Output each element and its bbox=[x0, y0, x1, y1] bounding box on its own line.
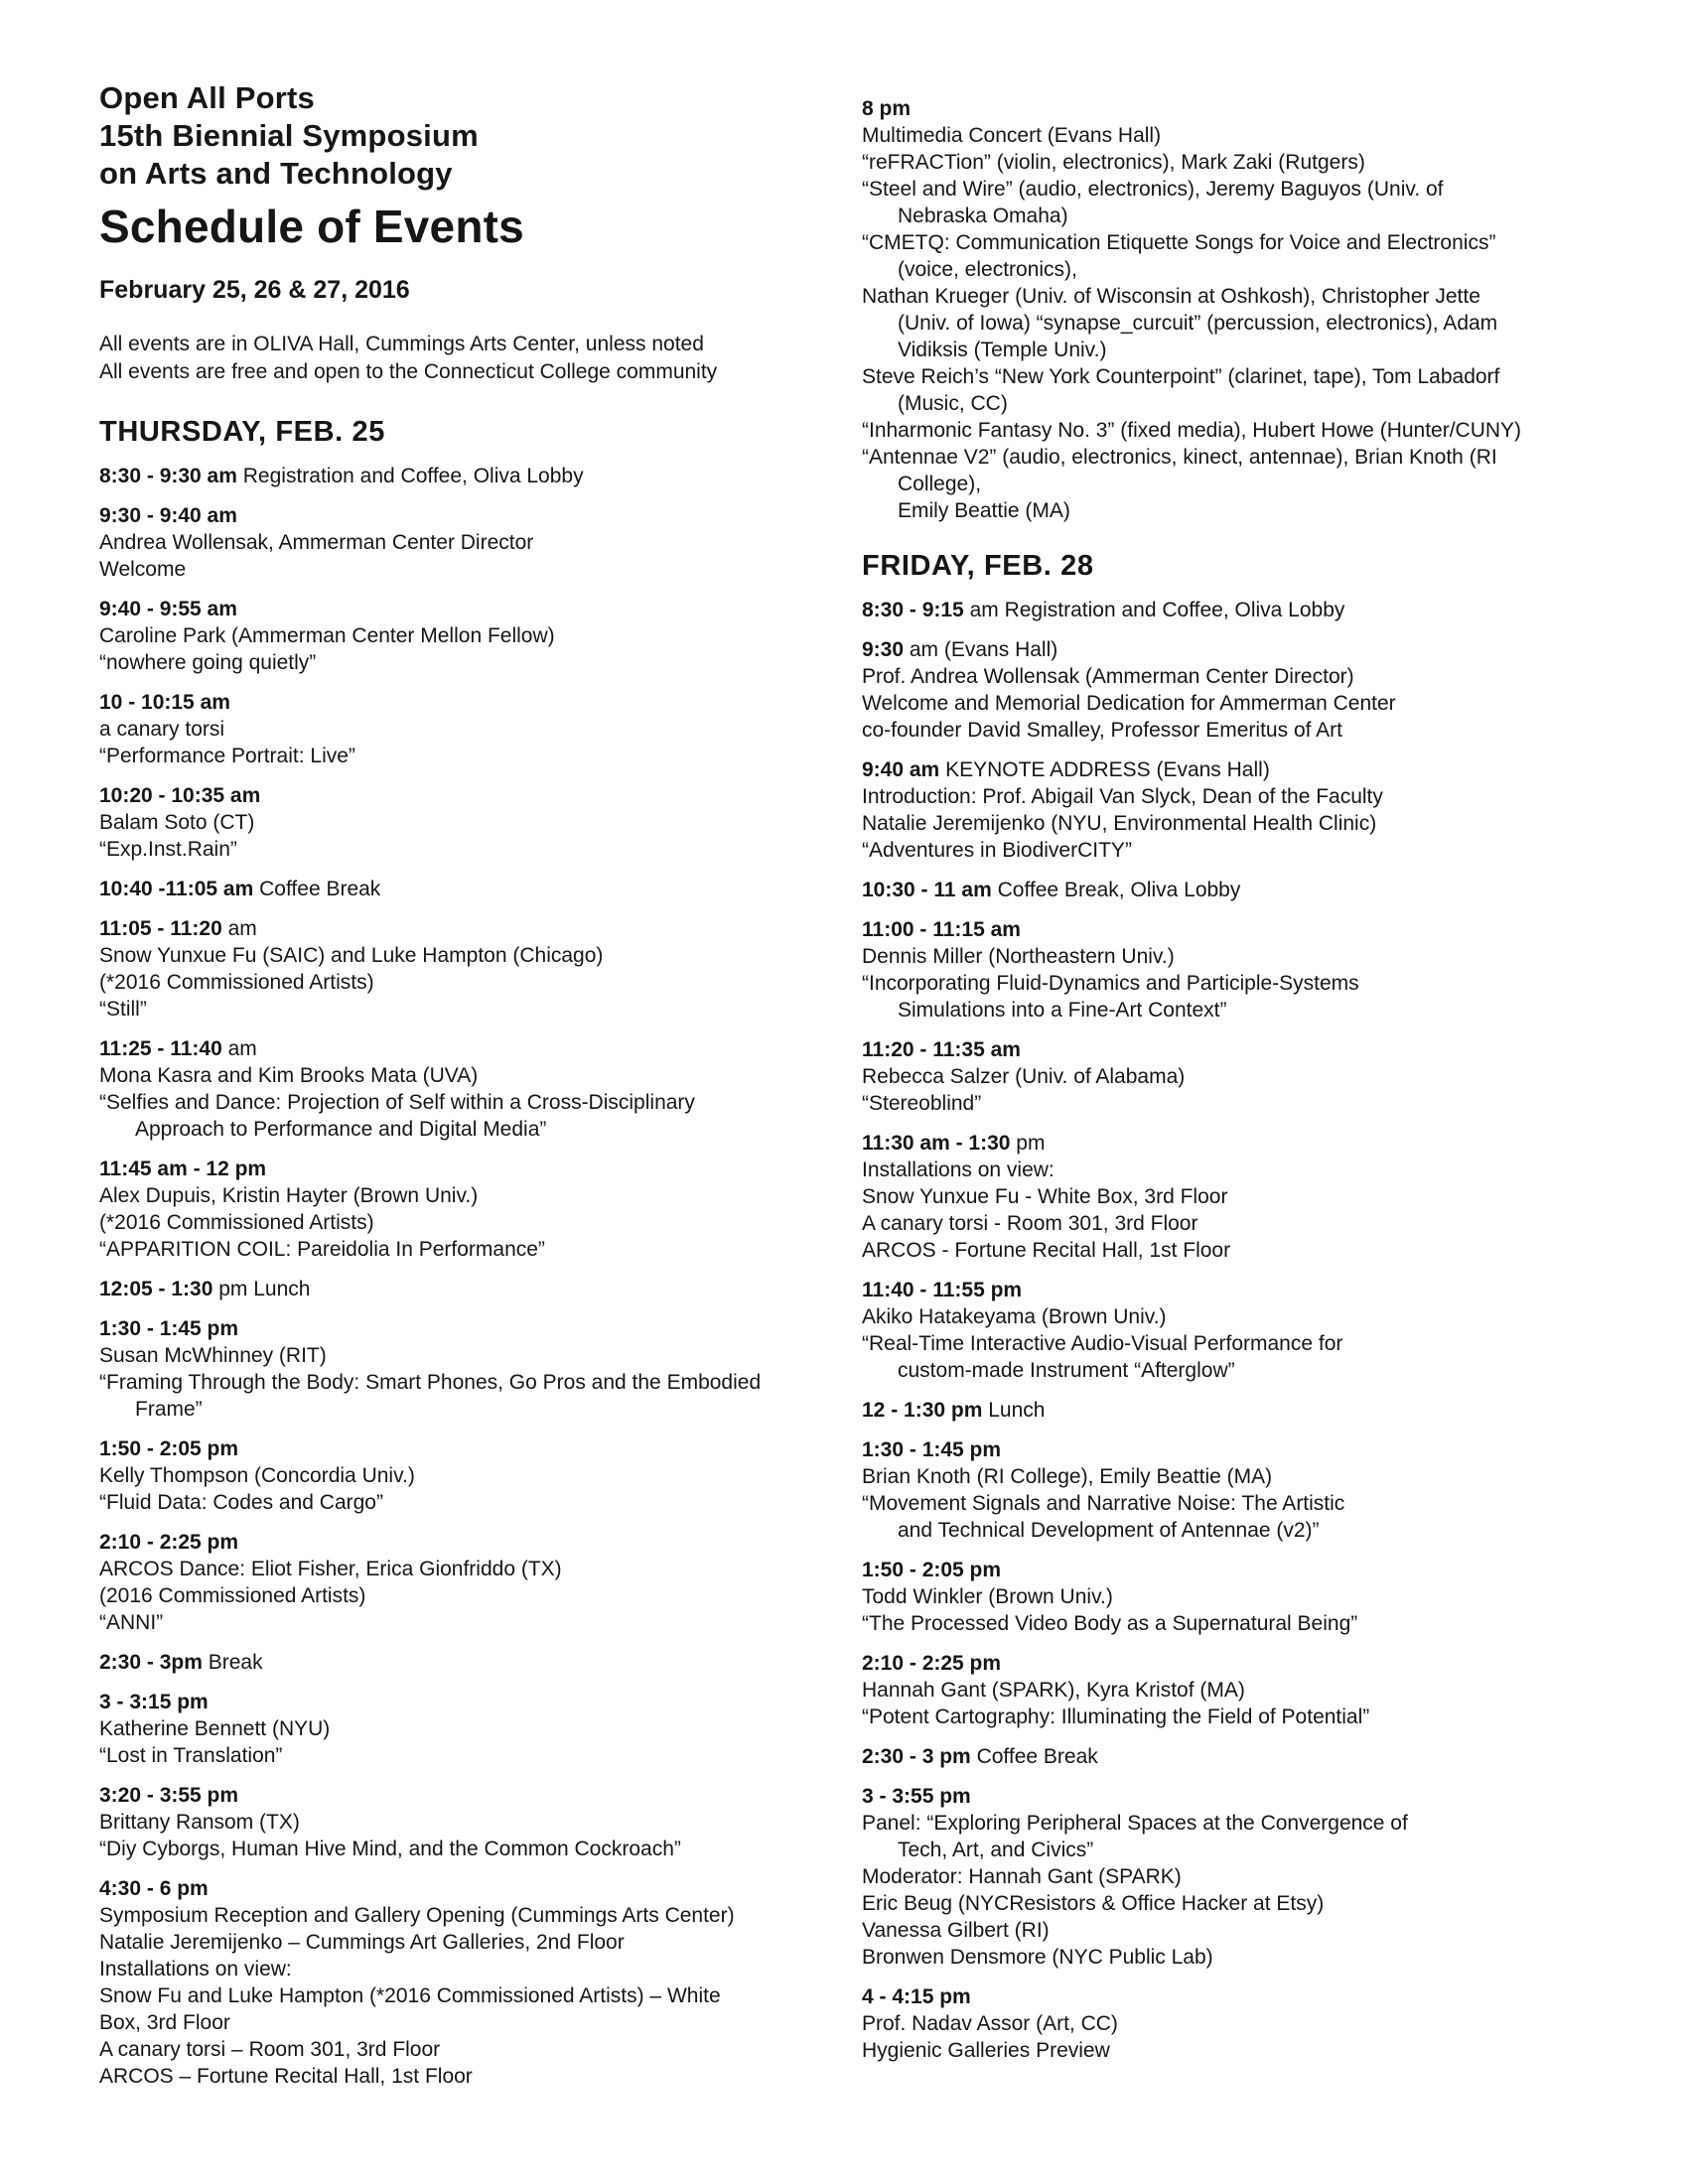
event-block bbox=[99, 782, 820, 863]
event-first-line bbox=[862, 1983, 1656, 2010]
event-first-line bbox=[99, 596, 820, 622]
event-block bbox=[862, 877, 1656, 903]
event-time: 9:40 - 9:55 am bbox=[99, 598, 237, 620]
page-title: Schedule of Events bbox=[99, 201, 524, 252]
event-line: College), bbox=[898, 473, 982, 495]
event-time: 12 - 1:30 pm bbox=[862, 1399, 983, 1422]
event-time: 9:30 - 9:40 am bbox=[99, 504, 237, 527]
day-heading: THURSDAY, FEB. 25 bbox=[99, 416, 385, 448]
event-line: Installations on view: bbox=[862, 1159, 1055, 1181]
event-line: “Real-Time Interactive Audio-Visual Performance for bbox=[862, 1332, 1343, 1355]
event-line: Bronwen Densmore (NYC Public Lab) bbox=[862, 1946, 1213, 1969]
event-line: Installations on view: bbox=[99, 1958, 292, 1980]
event-line: Eric Beug (NYCResistors & Office Hacker at Etsy) bbox=[862, 1892, 1325, 1915]
event-line: Akiko Hatakeyama (Brown Univ.) bbox=[862, 1305, 1167, 1328]
note-line: All events are free and open to the Connecticut College community bbox=[99, 360, 718, 383]
event-time: 11:20 - 11:35 am bbox=[862, 1038, 1021, 1061]
event-line: “Stereoblind” bbox=[862, 1092, 982, 1115]
event-line: Snow Yunxue Fu - White Box, 3rd Floor bbox=[862, 1185, 1228, 1208]
event-block bbox=[99, 1276, 820, 1302]
event-time-suffix: Coffee Break bbox=[976, 1745, 1098, 1768]
event-block bbox=[99, 1529, 820, 1636]
event-line: “APPARITION COIL: Pareidolia In Performance” bbox=[99, 1238, 545, 1261]
event-line: ARCOS - Fortune Recital Hall, 1st Floor bbox=[862, 1239, 1231, 1262]
event-time: 1:30 - 1:45 pm bbox=[99, 1317, 239, 1340]
event-time: 11:45 am - 12 pm bbox=[99, 1158, 267, 1180]
event-time: 2:30 - 3 pm bbox=[862, 1745, 971, 1768]
schedule-column-content bbox=[862, 95, 1656, 2064]
event-line: (Univ. of Iowa) “synapse_curcuit” (percussion, electronics), Adam bbox=[898, 312, 1498, 335]
event-block bbox=[99, 689, 820, 769]
event-time-suffix: pm bbox=[1016, 1132, 1046, 1155]
event-line: “Diy Cyborgs, Human Hive Mind, and the Common Cockroach” bbox=[99, 1838, 681, 1860]
event-line: a canary torsi bbox=[99, 718, 225, 741]
event-line: Vanessa Gilbert (RI) bbox=[862, 1919, 1050, 1942]
event-line: Simulations into a Fine-Art Context” bbox=[898, 999, 1227, 1022]
event-line: Balam Soto (CT) bbox=[99, 811, 255, 834]
event-line: Katherine Bennett (NYU) bbox=[99, 1717, 331, 1740]
general-notes bbox=[99, 331, 820, 386]
event-first-line bbox=[99, 463, 820, 489]
event-block bbox=[99, 502, 820, 583]
event-line: “reFRACTion” (violin, electronics), Mark Zaki (Rutgers) bbox=[862, 151, 1365, 174]
event-time: 11:05 - 11:20 bbox=[99, 917, 222, 940]
event-first-line bbox=[862, 636, 1656, 663]
event-time-suffix: Registration and Coffee, Oliva Lobby bbox=[242, 465, 584, 487]
title-line-1: Open All Ports bbox=[99, 80, 315, 115]
event-first-line bbox=[99, 1649, 820, 1676]
event-block bbox=[862, 1397, 1656, 1424]
event-block bbox=[99, 463, 820, 489]
event-block bbox=[862, 1036, 1656, 1117]
event-line: Alex Dupuis, Kristin Hayter (Brown Univ.) bbox=[99, 1184, 479, 1207]
event-first-line bbox=[99, 1689, 820, 1715]
event-line: Mona Kasra and Kim Brooks Mata (UVA) bbox=[99, 1064, 479, 1087]
event-line: Andrea Wollensak, Ammerman Center Director bbox=[99, 531, 534, 554]
event-line: (*2016 Commissioned Artists) bbox=[99, 1211, 374, 1234]
event-line: ARCOS Dance: Eliot Fisher, Erica Gionfriddo (TX) bbox=[99, 1558, 562, 1580]
event-time: 9:30 bbox=[862, 638, 905, 661]
event-line: Multimedia Concert (Evans Hall) bbox=[862, 124, 1162, 147]
event-block bbox=[99, 915, 820, 1023]
column-left bbox=[99, 79, 820, 2184]
event-time: 3:20 - 3:55 pm bbox=[99, 1784, 239, 1807]
event-line: Prof. Nadav Assor (Art, CC) bbox=[862, 2012, 1118, 2035]
event-first-line bbox=[99, 1782, 820, 1809]
event-line: Rebecca Salzer (Univ. of Alabama) bbox=[862, 1065, 1186, 1088]
event-time: 8:30 - 9:15 bbox=[862, 599, 964, 621]
event-line: “Antennae V2” (audio, electronics, kinect, antennae), Brian Knoth (RI bbox=[862, 446, 1497, 469]
event-line: Panel: “Exploring Peripheral Spaces at the Convergence of bbox=[862, 1812, 1408, 1835]
event-line: Welcome bbox=[99, 558, 187, 581]
event-line: Natalie Jeremijenko (NYU, Environmental Health Clinic) bbox=[862, 812, 1377, 835]
event-line: (2016 Commissioned Artists) bbox=[99, 1584, 366, 1607]
event-line: Symposium Reception and Gallery Opening (Cummings Arts Center) bbox=[99, 1904, 735, 1927]
event-first-line bbox=[862, 916, 1656, 943]
event-time-suffix: Coffee Break, Oliva Lobby bbox=[997, 879, 1241, 901]
event-time: 10 - 10:15 am bbox=[99, 691, 230, 714]
event-time: 11:00 - 11:15 am bbox=[862, 918, 1021, 941]
event-line: Snow Fu and Luke Hampton (*2016 Commissioned Artists) – White bbox=[99, 1984, 721, 2007]
event-first-line bbox=[99, 1529, 820, 1556]
event-line: Welcome and Memorial Dedication for Ammerman Center bbox=[862, 692, 1396, 715]
event-time: 1:30 - 1:45 pm bbox=[862, 1438, 1002, 1461]
event-first-line bbox=[862, 877, 1656, 903]
event-line: Emily Beattie (MA) bbox=[898, 499, 1070, 522]
event-line: (Music, CC) bbox=[898, 392, 1008, 415]
event-time: 11:25 - 11:40 bbox=[99, 1037, 222, 1060]
event-line: Dennis Miller (Northeastern Univ.) bbox=[862, 945, 1175, 968]
event-line: “nowhere going quietly” bbox=[99, 651, 317, 674]
event-line: ARCOS – Fortune Recital Hall, 1st Floor bbox=[99, 2065, 473, 2088]
event-block bbox=[862, 1743, 1656, 1770]
event-time-suffix: Break bbox=[208, 1651, 263, 1674]
event-line: Susan McWhinney (RIT) bbox=[99, 1344, 327, 1367]
event-line: “The Processed Video Body as a Supernatural Being” bbox=[862, 1612, 1358, 1635]
event-first-line bbox=[99, 1315, 820, 1342]
event-block bbox=[99, 1156, 820, 1263]
event-line: Natalie Jeremijenko – Cummings Art Galleries, 2nd Floor bbox=[99, 1931, 625, 1954]
event-line: “Movement Signals and Narrative Noise: The Artistic bbox=[862, 1492, 1345, 1515]
event-block bbox=[862, 1130, 1656, 1264]
document-header bbox=[99, 79, 820, 386]
event-line: (voice, electronics), bbox=[898, 258, 1077, 281]
event-time: 11:30 am - 1:30 bbox=[862, 1132, 1011, 1155]
event-line: “Incorporating Fluid-Dynamics and Participle-Systems bbox=[862, 972, 1359, 995]
event-time: 10:30 - 11 am bbox=[862, 879, 992, 901]
event-line: A canary torsi - Room 301, 3rd Floor bbox=[862, 1212, 1198, 1235]
event-line: Box, 3rd Floor bbox=[99, 2011, 230, 2034]
event-time-suffix: am Registration and Coffee, Oliva Lobby bbox=[969, 599, 1345, 621]
event-line: (*2016 Commissioned Artists) bbox=[99, 971, 374, 994]
event-block bbox=[862, 1277, 1656, 1384]
event-line: “Lost in Translation” bbox=[99, 1744, 283, 1767]
event-time: 1:50 - 2:05 pm bbox=[99, 1437, 239, 1460]
event-block bbox=[862, 1436, 1656, 1544]
event-block bbox=[862, 1650, 1656, 1730]
event-first-line bbox=[862, 1277, 1656, 1303]
event-first-line bbox=[862, 756, 1656, 783]
event-line: Kelly Thompson (Concordia Univ.) bbox=[99, 1464, 415, 1487]
event-block bbox=[862, 95, 1656, 524]
event-time: 4 - 4:15 pm bbox=[862, 1985, 971, 2008]
event-block bbox=[862, 597, 1656, 623]
event-block bbox=[99, 1782, 820, 1862]
event-line: Brian Knoth (RI College), Emily Beattie (MA) bbox=[862, 1465, 1273, 1488]
event-line: Nathan Krueger (Univ. of Wisconsin at Oshkosh), Christopher Jette bbox=[862, 285, 1480, 308]
event-line: custom-made Instrument “Afterglow” bbox=[898, 1359, 1235, 1382]
event-time: 2:10 - 2:25 pm bbox=[862, 1652, 1002, 1675]
event-line: “Potent Cartography: Illuminating the Field of Potential” bbox=[862, 1706, 1370, 1728]
event-line: Vidiksis (Temple Univ.) bbox=[898, 339, 1107, 361]
event-line: Brittany Ransom (TX) bbox=[99, 1811, 300, 1834]
event-time-suffix: Coffee Break bbox=[259, 878, 381, 900]
event-line: “Performance Portrait: Live” bbox=[99, 745, 355, 767]
event-block bbox=[99, 1689, 820, 1769]
event-time: 1:50 - 2:05 pm bbox=[862, 1559, 1002, 1581]
event-block bbox=[99, 1315, 820, 1423]
event-block bbox=[99, 876, 820, 902]
event-time: 10:20 - 10:35 am bbox=[99, 784, 261, 807]
event-line: “CMETQ: Communication Etiquette Songs for Voice and Electronics” bbox=[862, 231, 1496, 254]
event-block bbox=[862, 1557, 1656, 1637]
event-line: “Exp.Inst.Rain” bbox=[99, 838, 237, 861]
event-block bbox=[862, 1983, 1656, 2064]
event-block bbox=[99, 1649, 820, 1676]
title-line-3: on Arts and Technology bbox=[99, 156, 453, 191]
event-line: Introduction: Prof. Abigail Van Slyck, Dean of the Faculty bbox=[862, 785, 1383, 808]
event-block bbox=[862, 636, 1656, 744]
event-time: 2:10 - 2:25 pm bbox=[99, 1531, 239, 1554]
event-first-line bbox=[99, 1156, 820, 1182]
event-first-line bbox=[99, 1875, 820, 1902]
event-time-suffix: pm Lunch bbox=[218, 1278, 311, 1300]
event-time: 10:40 -11:05 am bbox=[99, 878, 254, 900]
event-first-line bbox=[99, 1276, 820, 1302]
event-time-suffix: am bbox=[227, 1037, 257, 1060]
event-line: Moderator: Hannah Gant (SPARK) bbox=[862, 1865, 1182, 1888]
event-first-line bbox=[99, 1435, 820, 1462]
event-line: A canary torsi – Room 301, 3rd Floor bbox=[99, 2038, 441, 2061]
event-time: 8 pm bbox=[862, 97, 912, 120]
event-line: Caroline Park (Ammerman Center Mellon Fellow) bbox=[99, 624, 555, 647]
event-line: “Still” bbox=[99, 998, 147, 1021]
event-time: 11:40 - 11:55 pm bbox=[862, 1279, 1023, 1301]
event-time-suffix: am (Evans Hall) bbox=[909, 638, 1058, 661]
event-line: Hannah Gant (SPARK), Kyra Kristof (MA) bbox=[862, 1679, 1245, 1702]
event-time-suffix: KEYNOTE ADDRESS (Evans Hall) bbox=[945, 758, 1270, 781]
event-block bbox=[862, 756, 1656, 864]
event-line: Nebraska Omaha) bbox=[898, 205, 1068, 227]
event-line: Frame” bbox=[135, 1398, 203, 1421]
event-line: “Inharmonic Fantasy No. 3” (fixed media), Hubert Howe (Hunter/CUNY) bbox=[862, 419, 1522, 442]
event-block bbox=[99, 1875, 820, 2090]
event-first-line bbox=[99, 1035, 820, 1062]
event-line: Steve Reich’s “New York Counterpoint” (clarinet, tape), Tom Labadorf bbox=[862, 365, 1500, 388]
event-line: “Adventures in BiodiverCITY” bbox=[862, 839, 1132, 862]
event-line: Tech, Art, and Civics” bbox=[898, 1839, 1094, 1861]
event-time: 3 - 3:55 pm bbox=[862, 1785, 971, 1808]
event-line: “ANNI” bbox=[99, 1611, 164, 1634]
event-line: Approach to Performance and Digital Media” bbox=[135, 1118, 547, 1141]
event-first-line bbox=[862, 1650, 1656, 1677]
event-first-line bbox=[99, 689, 820, 716]
event-line: Hygienic Galleries Preview bbox=[862, 2039, 1110, 2062]
event-first-line bbox=[99, 782, 820, 809]
event-dates: February 25, 26 & 27, 2016 bbox=[99, 276, 410, 304]
event-time: 12:05 - 1:30 bbox=[99, 1278, 213, 1300]
event-line: “Framing Through the Body: Smart Phones, Go Pros and the Embodied bbox=[99, 1371, 762, 1394]
event-time: 2:30 - 3pm bbox=[99, 1651, 203, 1674]
event-time: 4:30 - 6 pm bbox=[99, 1877, 209, 1900]
event-first-line bbox=[862, 597, 1656, 623]
event-time: 8:30 - 9:30 am bbox=[99, 465, 237, 487]
event-first-line bbox=[862, 1557, 1656, 1583]
event-first-line bbox=[99, 915, 820, 942]
event-time-suffix: Lunch bbox=[988, 1399, 1046, 1422]
event-block bbox=[862, 1783, 1656, 1971]
event-line: “Steel and Wire” (audio, electronics), Jeremy Baguyos (Univ. of bbox=[862, 178, 1444, 201]
title-line-2: 15th Biennial Symposium bbox=[99, 118, 479, 153]
event-line: “Fluid Data: Codes and Cargo” bbox=[99, 1491, 383, 1514]
event-line: Snow Yunxue Fu (SAIC) and Luke Hampton (Chicago) bbox=[99, 944, 604, 967]
column-right bbox=[862, 79, 1656, 2184]
schedule-column-content bbox=[99, 416, 820, 2090]
event-first-line bbox=[99, 876, 820, 902]
event-time-suffix: am bbox=[227, 917, 257, 940]
event-first-line bbox=[862, 1743, 1656, 1770]
event-line: co-founder David Smalley, Professor Emeritus of Art bbox=[862, 719, 1342, 742]
event-line: Prof. Andrea Wollensak (Ammerman Center Director) bbox=[862, 665, 1354, 688]
event-line: “Selfies and Dance: Projection of Self within a Cross-Disciplinary bbox=[99, 1091, 695, 1114]
event-first-line bbox=[862, 1036, 1656, 1063]
event-block bbox=[99, 596, 820, 676]
day-heading: FRIDAY, FEB. 28 bbox=[862, 550, 1094, 582]
event-block bbox=[862, 916, 1656, 1024]
event-line: Todd Winkler (Brown Univ.) bbox=[862, 1585, 1113, 1608]
event-block bbox=[99, 1035, 820, 1143]
note-line: All events are in OLIVA Hall, Cummings Arts Center, unless noted bbox=[99, 333, 704, 355]
event-first-line bbox=[99, 502, 820, 529]
event-block bbox=[99, 1435, 820, 1516]
event-time: 9:40 am bbox=[862, 758, 940, 781]
event-first-line bbox=[862, 1436, 1656, 1463]
event-first-line bbox=[862, 1783, 1656, 1810]
event-first-line bbox=[862, 1397, 1656, 1424]
event-line: and Technical Development of Antennae (v2)” bbox=[898, 1519, 1320, 1542]
event-time: 3 - 3:15 pm bbox=[99, 1691, 209, 1713]
event-first-line bbox=[862, 95, 1656, 122]
event-first-line bbox=[862, 1130, 1656, 1157]
